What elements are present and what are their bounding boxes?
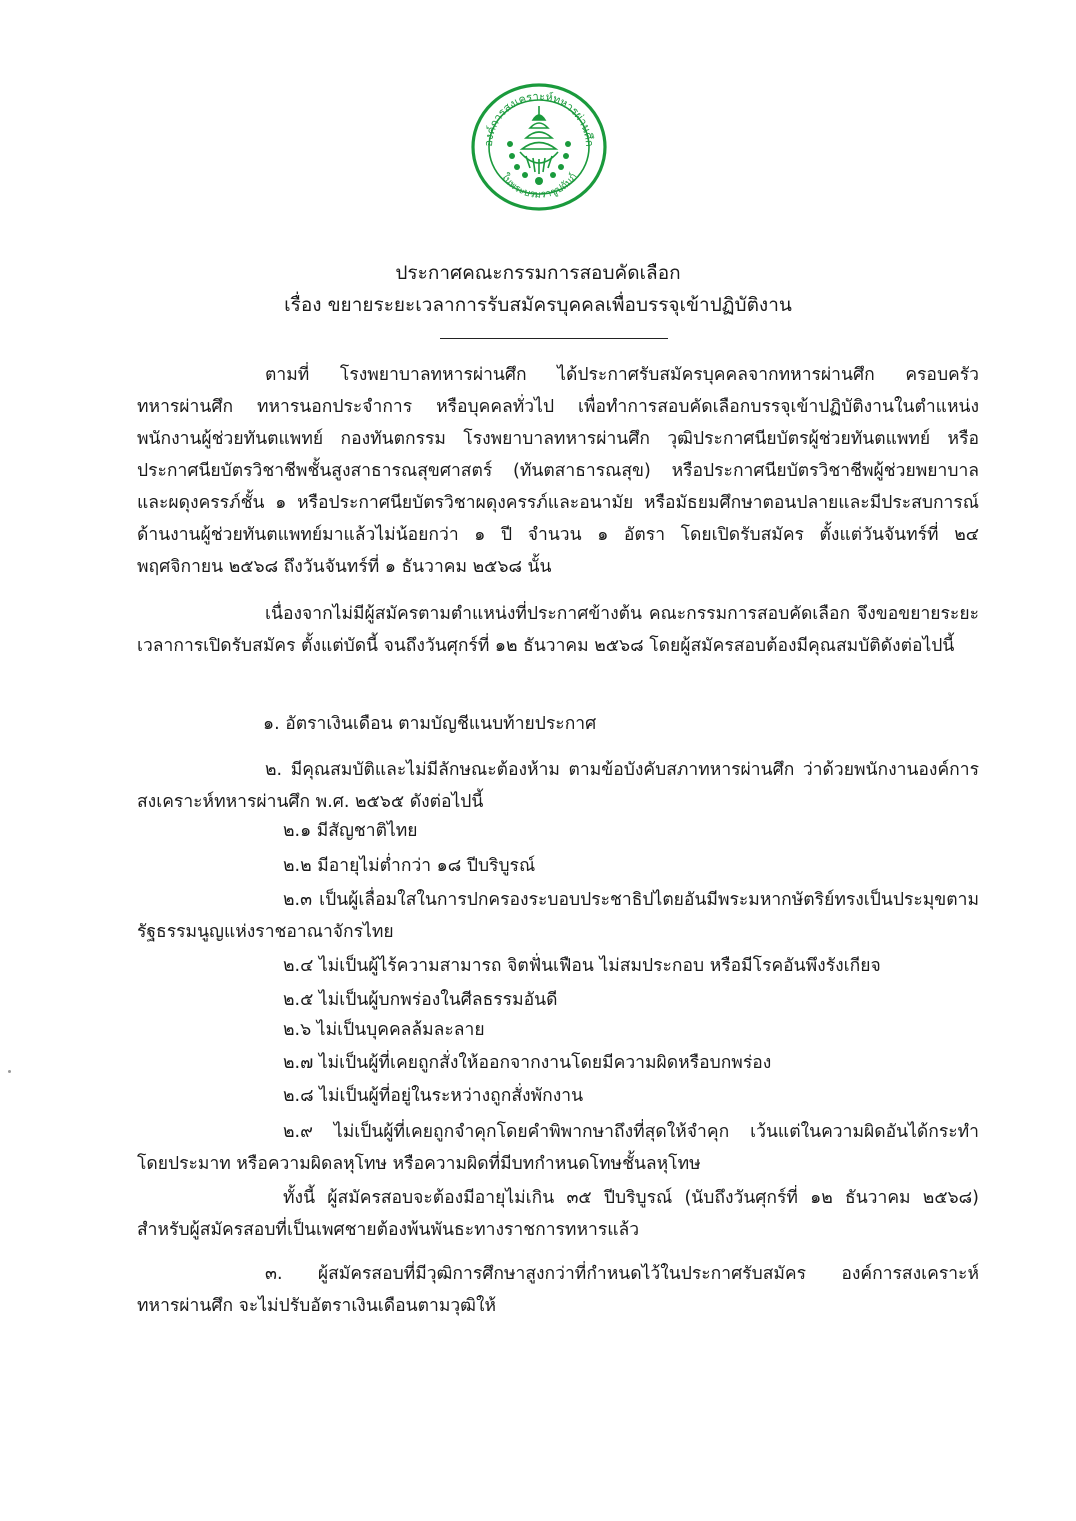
age-requirement-note: ทั้งนี้ ผู้สมัครสอบจะต้องมีอายุไม่เกิน ๓๕ ปีบริบูรณ์ (นับถึงวันศุกร์ที่ ๑๒ ธันวาคม ๒๕๖๘) สำหรับผู้สมัครสอบที่เป็นเพศชายต้องพ้นพันธะทางราชการทหารแล้ว bbox=[137, 1188, 979, 1240]
seal-bottom-text: ในพระบรมราชูปถัมภ์ bbox=[498, 171, 580, 201]
qualification-2-9: ๒.๙ ไม่เป็นผู้ที่เคยถูกจำคุกโดยคำพิพากษาถึงที่สุดให้จำคุก เว้นแต่ในความผิดอันได้กระทำโดยประมาท หรือความผิดลหุโทษ หรือความผิดที่มีบทกำหนดโทษชั้นลหุโทษ bbox=[137, 1122, 979, 1174]
qualification-2-2: ๒.๒ มีอายุไม่ต่ำกว่า ๑๘ ปีบริบูรณ์ bbox=[283, 856, 536, 876]
item-qualifications: ๒. มีคุณสมบัติและไม่มีลักษณะต้องห้าม ตามข้อบังคับสภาทหารผ่านศึก ว่าด้วยพนักงานองค์การสงเคราะห์ทหารผ่านศึก พ.ศ. ๒๕๖๕ ดังต่อไปนี้ bbox=[137, 760, 979, 812]
qualification-2-8: ๒.๘ ไม่เป็นผู้ที่อยู่ในระหว่างถูกสั่งพักงาน bbox=[283, 1086, 584, 1106]
qualification-2-3: ๒.๓ เป็นผู้เลื่อมใสในการปกครองระบอบประชาธิปไตยอันมีพระมหากษัตริย์ทรงเป็นประมุขตามรัฐธรรมนูญแห่งราชอาณาจักรไทย bbox=[137, 890, 979, 942]
item-salary: ๑. อัตราเงินเดือน ตามบัญชีแนบท้ายประกาศ bbox=[263, 714, 597, 734]
paragraph-extension: เนื่องจากไม่มีผู้สมัครตามตำแหน่งที่ประกาศข้างต้น คณะกรรมการสอบคัดเลือก จึงขอขยายระยะเวลาการเปิดรับสมัคร ตั้งแต่บัดนี้ จนถึงวันศุกร์ที่ ๑๒ ธันวาคม ๒๕๖๘ โดยผู้สมัครสอบต้องมีคุณสมบัติดังต่อไปนี้ bbox=[137, 604, 979, 656]
qualification-2-7: ๒.๗ ไม่เป็นผู้ที่เคยถูกสั่งให้ออกจากงานโดยมีความผิดหรือบกพร่อง bbox=[283, 1053, 772, 1073]
item-higher-education: ๓. ผู้สมัครสอบที่มีวุฒิการศึกษาสูงกว่าที่กำหนดไว้ในประกาศรับสมัคร องค์การสงเคราะห์ทหารผ่านศึก จะไม่ปรับอัตราเงินเดือนตามวุฒิให้ bbox=[137, 1264, 979, 1316]
title-divider bbox=[440, 338, 668, 339]
scan-speck bbox=[8, 1070, 11, 1073]
pagoda-icon bbox=[520, 106, 558, 174]
announcement-subject: เรื่อง ขยายระยะเวลาการรับสมัครบุคคลเพื่อบรรจุเข้าปฏิบัติงาน bbox=[284, 294, 792, 316]
seal-top-text: องค์การสงเคราะห์ทหารผ่านศึก bbox=[481, 89, 597, 148]
qualification-2-1: ๒.๑ มีสัญชาติไทย bbox=[283, 821, 418, 841]
qualification-2-6: ๒.๖ ไม่เป็นบุคคลล้มละลาย bbox=[283, 1020, 485, 1040]
announcement-title: ประกาศคณะกรรมการสอบคัดเลือก bbox=[395, 262, 681, 284]
qualification-2-5: ๒.๕ ไม่เป็นผู้บกพร่องในศีลธรรมอันดี bbox=[283, 990, 558, 1010]
paragraph-background: ตามที่ โรงพยาบาลทหารผ่านศึก ได้ประกาศรับสมัครบุคคลจากทหารผ่านศึก ครอบครัวทหารผ่านศึก ทหารนอกประจำการ หรือบุคคลทั่วไป เพื่อทำการสอบคัดเลือกบรรจุเข้าปฏิบัติงานในตำแหน่ง พนักงานผู้ช่วยทันตแพทย์ กองทันตกรรม โรงพยาบาลทหารผ่านศึก วุฒิประกาศนียบัตรผู้ช่วยทันตแพทย์ หรือประกาศนียบัตรวิชาชีพชั้นสูงสาธารณสุขศาสตร์ (ทันตสาธารณสุข) หรือประกาศนียบัตรวิชาชีพผู้ช่วยพยาบาลและผดุงครรภ์ชั้น ๑ หรือประกาศนียบัตรวิชาผดุงครรภ์และอนามัย หรือมัธยมศึกษาตอนปลายและมีประสบการณ์ด้านงานผู้ช่วยทันตแพทย์มาแล้วไม่น้อยกว่า ๑ ปี จำนวน ๑ อัตรา โดยเปิดรับสมัคร ตั้งแต่วันจันทร์ที่ ๒๔ พฤศจิกายน ๒๕๖๘ ถึงวันจันทร์ที่ ๑ ธันวาคม ๒๕๖๘ นั้น bbox=[137, 365, 979, 577]
qualification-2-4: ๒.๔ ไม่เป็นผู้ไร้ความสามารถ จิตฟั่นเฟือน ไม่สมประกอบ หรือมีโรคอันพึงรังเกียจ bbox=[283, 956, 881, 976]
organization-seal-logo bbox=[470, 82, 608, 212]
